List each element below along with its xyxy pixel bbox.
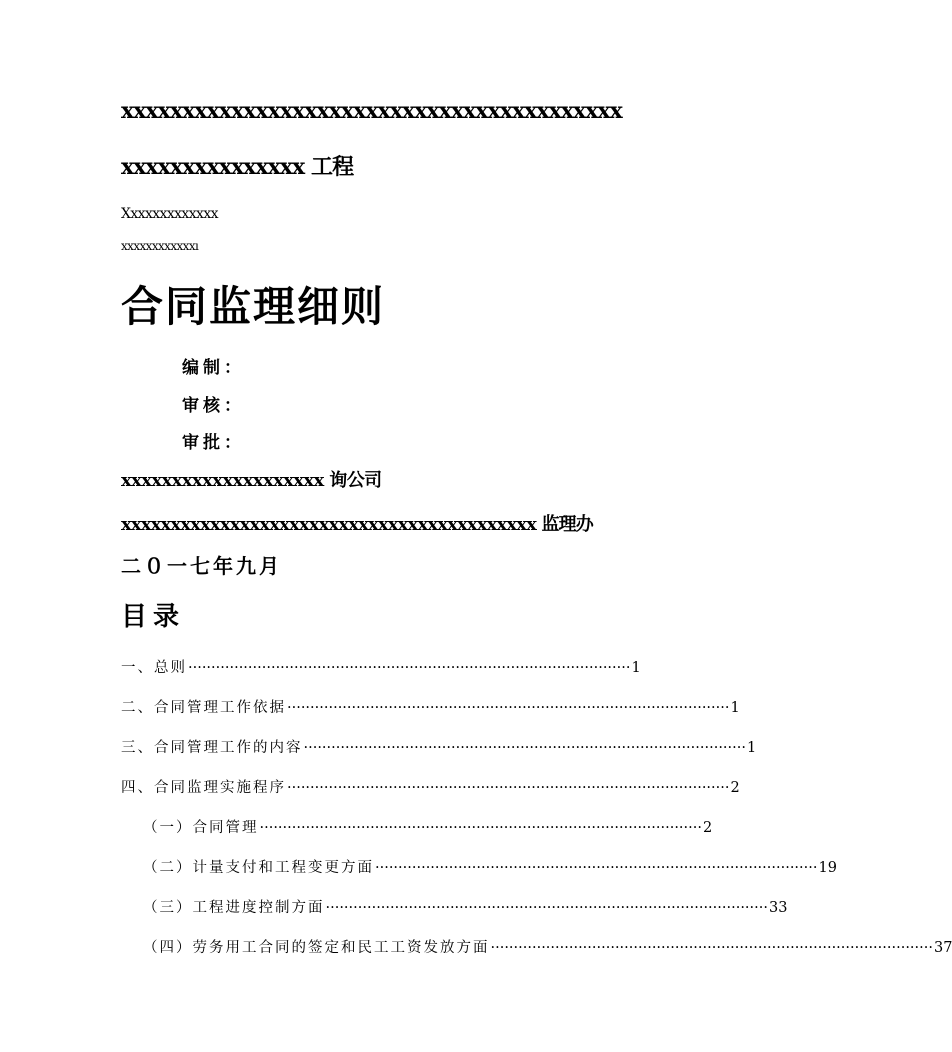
document-date: 二０一七年九月 <box>121 554 282 578</box>
toc-entry-label: 二、合同管理工作依据 <box>121 700 286 716</box>
toc-entry-page: 37 <box>933 940 952 956</box>
company-name: xxxxxxxxxxxxxxxxxxxx 询公司 <box>121 470 382 491</box>
toc-entry-label: （一）合同管理 <box>143 820 259 836</box>
toc-entry-page: 2 <box>730 780 740 796</box>
toc-entry-page: 1 <box>631 660 641 676</box>
toc-entry-page: 1 <box>730 700 740 716</box>
toc-entry[interactable] <box>143 856 837 878</box>
toc-entry[interactable] <box>121 656 641 678</box>
project-name-line-1: xxxxxxxxxxxxxxxxxxxxxxxxxxxxxxxxxxxxxxxxx <box>121 98 622 124</box>
signature-review: 审核： <box>182 396 245 416</box>
subtitle-line-1: Xxxxxxxxxxxxx <box>121 206 218 222</box>
toc-entry-label: （二）计量支付和工程变更方面 <box>143 860 374 876</box>
toc-entry[interactable] <box>121 776 740 798</box>
toc-entry[interactable] <box>143 936 952 958</box>
toc-entry-label: （三）工程进度控制方面 <box>143 900 325 916</box>
signature-edit: 编制： <box>182 358 245 378</box>
toc-entry[interactable] <box>143 896 788 918</box>
supervision-office: xxxxxxxxxxxxxxxxxxxxxxxxxxxxxxxxxxxxxxxxxx 监理办 <box>121 514 593 535</box>
toc-entry-label: 三、合同管理工作的内容 <box>121 740 303 756</box>
toc-entry-page: 33 <box>768 900 788 916</box>
toc-leader-dots: ································································································ <box>303 740 746 756</box>
subtitle-line-2: xxxxxxxxxxxxı <box>121 239 199 253</box>
toc-entry-page: 19 <box>818 860 837 876</box>
toc-entry-label: 四、合同监理实施程序 <box>121 780 286 796</box>
signature-approve: 审批： <box>182 433 245 453</box>
toc-leader-dots: ································································································ <box>188 660 631 676</box>
toc-entry[interactable] <box>121 736 757 758</box>
toc-entry[interactable] <box>121 696 740 718</box>
toc-entry-label: （四）劳务用工合同的签定和民工工资发放方面 <box>143 940 490 956</box>
toc-title: 目录 <box>121 602 186 632</box>
toc-leader-dots: ································································································ <box>490 940 933 956</box>
document-title: 合同监理细则 <box>121 282 386 331</box>
toc-leader-dots: ································································································ <box>325 900 768 916</box>
project-name-line-2: xxxxxxxxxxxxxxx 工程 <box>121 154 354 180</box>
toc-leader-dots: ································································································ <box>287 780 730 796</box>
toc-entry[interactable] <box>143 816 713 838</box>
toc-entry-page: 1 <box>746 740 757 756</box>
toc-entry-page: 2 <box>702 820 713 836</box>
toc-leader-dots: ································································································ <box>375 860 818 876</box>
toc-leader-dots: ································································································ <box>259 820 702 836</box>
toc-leader-dots: ································································································ <box>287 700 730 716</box>
toc-entry-label: 一、总则 <box>121 660 187 676</box>
